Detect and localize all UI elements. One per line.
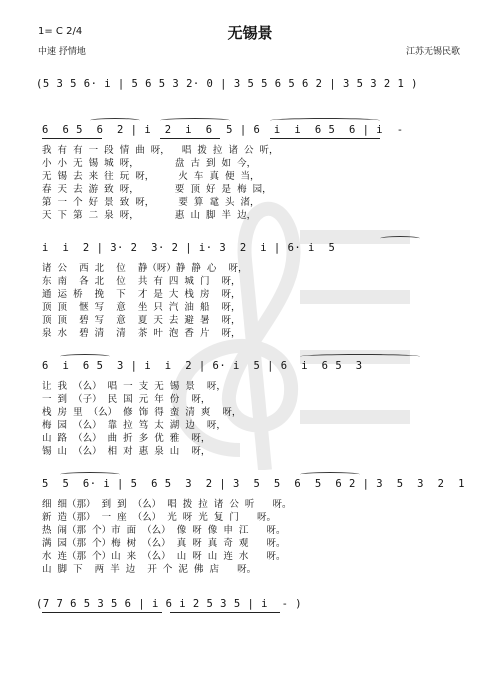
system-4-lyric-2: 新 造（那） 一 座 （么） 光 呀 光 复 门 呀。 [42,512,276,523]
slur [90,118,140,123]
system-2-lyric-6: 泉 水 碧 清 清 茶 叶 泡 香 片 呀， [42,328,241,339]
system-4-lyric-1: 细 细（那） 到 到 （么） 唱 拨 拉 诸 公 听 呀。 [42,499,292,510]
slur [270,118,380,123]
system-1-lyric-6: 天 下 第 二 泉 呀， 惠 山 脚 半 边， [42,210,257,221]
slur [300,354,420,359]
beam-line [170,612,280,613]
system-2-lyric-5: 顶 顶 碧 写 意 夏 天 去 避 暑 呀， [42,315,241,326]
song-title: 无锡景 [227,24,273,42]
intro-notes: (5 3 5 6· i | 5 6 5 3 2· 0 | 3 5 5 6 5 6 2 | 3 5 3 2 1 ) [36,78,419,90]
beam-line [42,612,162,613]
system-1-lyric-2: 小 小 无 锡 城 呀， 盘 古 到 如 今， [42,158,257,169]
system-3-lyric-3: 栈 房 里 （么） 修 饰 得 蛮 清 爽 呀， [42,407,242,418]
outro-notes: (7 7 6 5 3 5 6 | i 6 i 2 5 3 5 | i - ) [36,598,303,610]
system-2-lyric-3: 通 运 桥 挽 下 才 是 大 栈 房 呀， [42,289,241,300]
slur [160,118,230,123]
slur [60,472,120,477]
system-4-lyric-5: 水 连（那 个）山 来 （么） 山 呀 山 连 水 呀。 [42,551,286,562]
system-1-notes: 6 6 5 6 2 | i 2 i 6 5 | 6 i i 6 5 6 | i - [42,124,404,136]
system-3-notes: 6 i 6 5 3 | i i 2 | 6· i 5 | 6 i 6 5 3 [42,360,363,372]
system-3-lyric-6: 锡 山 （么） 相 对 惠 泉 山 呀， [42,446,211,457]
system-4-notes: 5 5 6· i | 5 6 5 3 2 | 3 5 5 6 5 6 2 | 3 5 3 2 1 [42,478,465,490]
system-4-lyric-3: 热 闹（那 个）市 面 （么） 像 呀 像 申 江 呀。 [42,525,286,536]
tempo-marking: 中速 抒情地 [38,47,86,57]
slur [60,354,110,359]
key-signature: 1= C 2/4 [38,26,83,37]
system-1-lyric-3: 无 锡 去 来 往 玩 呀， 火 车 真 便 当， [42,171,260,182]
system-3-lyric-1: 让 我 （么） 唱 一 支 无 锡 景 呀， [42,381,226,392]
system-1-lyric-1: 我 有 有 一 段 情 曲 呀， 唱 拨 拉 诸 公 听， [42,145,279,156]
slur [380,236,420,241]
system-2-lyric-4: 顶 顶 惬 写 意 坐 只 汽 油 船 呀， [42,302,241,313]
beam-line [160,138,220,139]
system-1-lyric-4: 春 天 去 游 致 呀， 要 顶 好 是 梅 园， [42,184,272,195]
system-3-lyric-4: 梅 园 （么） 靠 拉 笃 太 湖 边 呀， [42,420,226,431]
system-3-lyric-5: 山 路 （么） 曲 折 多 优 雅 呀， [42,433,211,444]
system-4-lyric-6: 山 脚 下 两 半 边 开 个 泥 佛 店 呀。 [42,564,257,575]
system-2-lyric-2: 东 南 各 北 位 共 有 四 城 门 呀， [42,276,241,287]
system-2-lyric-1: 诸 公 西 北 位 静（呀）静 静 心 呀， [42,263,248,274]
slur [300,472,360,477]
song-source: 江苏无锡民歌 [405,47,460,57]
system-3-lyric-2: 一 到 （子） 民 国 元 年 份 呀， [42,394,211,405]
beam-line [270,138,380,139]
system-1-lyric-5: 第 一 个 好 景 致 呀， 要 算 鼋 头 渚， [42,197,260,208]
system-2-notes: i i 2 | 3· 2 3· 2 | i· 3 2 i | 6· i 5 [42,242,336,254]
system-4-lyric-4: 满 园（那 个）梅 树 （么） 真 呀 真 奇 观 呀。 [42,538,286,549]
beam-line [42,138,102,139]
